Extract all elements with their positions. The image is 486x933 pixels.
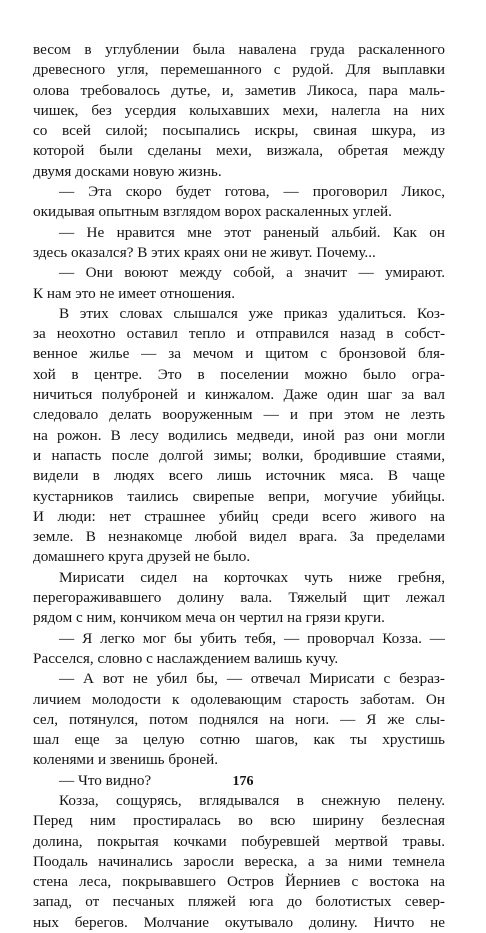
text-line: — Что видно? bbox=[59, 771, 152, 789]
text-line: следовало делать вооруженным — и при этом не лезть bbox=[33, 406, 445, 424]
paragraph bbox=[33, 629, 445, 670]
paragraph bbox=[33, 223, 445, 264]
text-line: чишек, без усердия колыхавших мехи, налегла на них bbox=[33, 101, 445, 119]
text-line: земле. В незнакомце любой видел врага. За пределами bbox=[33, 528, 445, 546]
text-line: шал еще за целую сотню шагов, как ты хрустишь bbox=[33, 731, 445, 749]
text-line: перегораживавшего долину вала. Тяжелый щит лежал bbox=[33, 589, 445, 607]
book-page-text bbox=[33, 40, 445, 933]
text-line: Расселся, словно с наслаждением валишь кучу. bbox=[33, 649, 339, 667]
text-line: хой в центре. Это в поселении можно было огра- bbox=[33, 365, 445, 383]
page-number: 176 bbox=[232, 774, 254, 789]
text-line: окидывая опытным взглядом ворох раскаленных углей. bbox=[33, 203, 392, 221]
text-line: Козза, сощурясь, вглядывался в снежную пелену. bbox=[59, 791, 445, 809]
paragraph bbox=[33, 182, 445, 223]
text-line: весом в углублении была навалена груда раскаленного bbox=[33, 41, 445, 58]
paragraph bbox=[33, 791, 445, 933]
text-line: которой были сделаны мехи, визжала, обретая между bbox=[33, 142, 445, 160]
text-line: видели в людях всего лишь источник мяса. В чаще bbox=[33, 467, 445, 485]
text-line: и напасть после долгой зимы; волки, бродившие стаями, bbox=[33, 446, 445, 464]
paragraph bbox=[33, 304, 445, 568]
text-line: — Не нравится мне этот раненый альбий. Как он bbox=[59, 223, 445, 241]
text-line: рядом с ним, кончиком меча он чертил на грязи круги. bbox=[33, 609, 385, 627]
text-line: Перед ним простиралась во всю ширину безлесная bbox=[33, 812, 445, 830]
text-line: на рожон. В лесу водились медведи, иной раз они могли bbox=[33, 426, 445, 444]
text-line: коленями и звенишь броней. bbox=[33, 751, 219, 769]
text-line: Поодаль начинались заросли вереска, а за ними темнела bbox=[33, 852, 445, 870]
text-line: венное жилье — за мечом и щитом с бронзовой бля- bbox=[33, 345, 445, 363]
text-line: запад, от песчаных пляжей юга до болотистых север- bbox=[33, 893, 445, 911]
text-line: личием молодости к одолевающим старость заботам. Он bbox=[33, 690, 445, 708]
text-line: — Эта скоро будет готова, — проговорил Ликос, bbox=[59, 183, 445, 201]
text-line: двумя досками новую жизнь. bbox=[33, 162, 222, 180]
paragraph bbox=[33, 568, 445, 629]
text-line: олова требовалось дутье, и, заметив Ликоса, пара маль- bbox=[33, 81, 445, 99]
text-line: долина, покрытая кочками побуревшей мертвой травы. bbox=[33, 832, 445, 850]
text-line: — Я легко мог бы убить тебя, — проворчал Козза. — bbox=[59, 629, 445, 647]
text-line: Мирисати сидел на корточках чуть ниже гребня, bbox=[59, 568, 445, 586]
text-line: сел, потянулся, потом поднялся на ноги. — Я же слы- bbox=[33, 710, 445, 728]
text-line: К нам это не имеет отношения. bbox=[33, 284, 236, 302]
text-line: здесь оказался? В этих краях они не живут. Почему... bbox=[33, 243, 376, 261]
paragraph bbox=[33, 40, 445, 182]
paragraph bbox=[33, 263, 445, 304]
text-line: домашнего круга друзей не было. bbox=[33, 548, 251, 566]
text-line: В этих словах слышался уже приказ удалиться. Коз- bbox=[59, 304, 445, 322]
text-line: стена леса, покрывавшего Остров Йерниев с востока на bbox=[33, 873, 445, 891]
text-line: ных берегов. Молчание окутывало долину. Ничто не bbox=[33, 913, 445, 931]
text-line: кустарников таились свирепые вепри, могучие убийцы. bbox=[33, 487, 445, 505]
text-line: со всей силой; посыпались искры, свиная шкура, из bbox=[33, 122, 445, 140]
text-line: ничиться полуброней и кинжалом. Даже один шаг за вал bbox=[33, 386, 445, 404]
text-line: — Они воюют между собой, а значит — умирают. bbox=[59, 264, 445, 282]
text-line: И люди: нет страшнее убийц среди всего живого на bbox=[33, 507, 445, 525]
text-line: древесного угля, перемешанного с рудой. Для выплавки bbox=[33, 61, 445, 79]
text-line: за неохотно оставил тепло и отправился назад в собст- bbox=[33, 325, 445, 343]
paragraph bbox=[33, 669, 445, 770]
text-line: — А вот не убил бы, — отвечал Мирисати с безраз- bbox=[59, 670, 445, 688]
